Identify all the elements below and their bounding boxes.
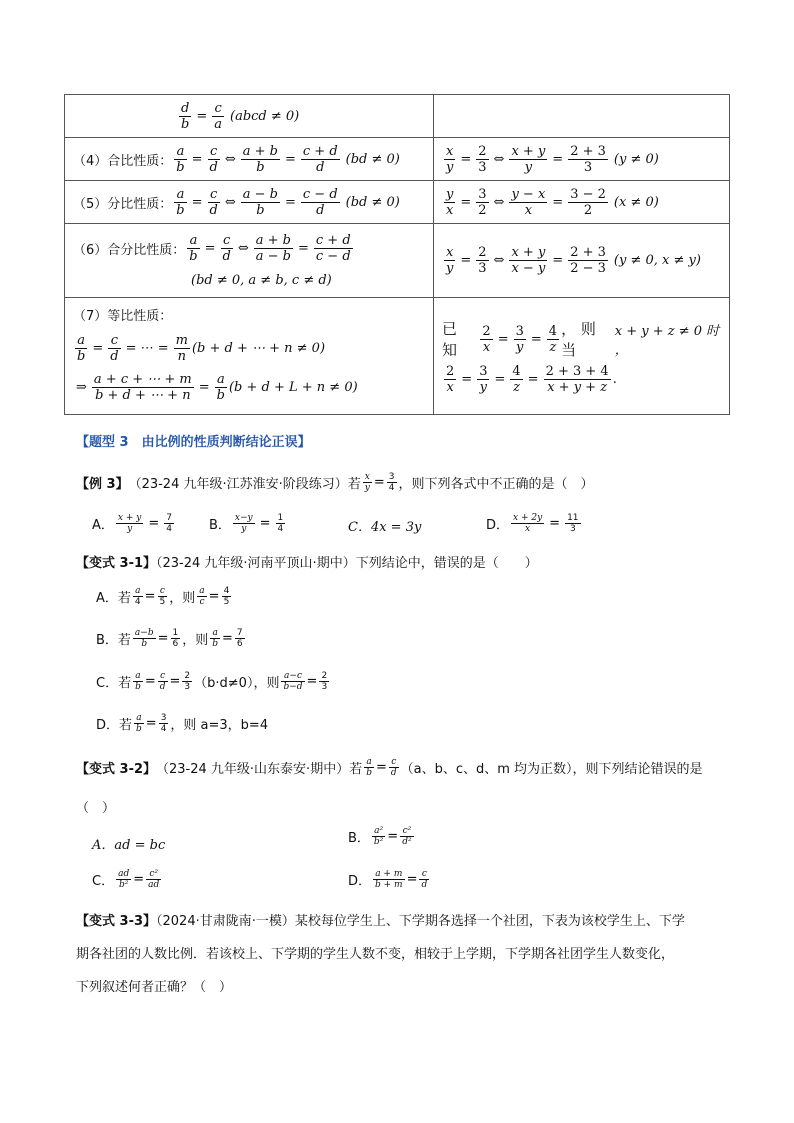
option-label: C．	[92, 874, 115, 889]
option-text: ，则	[169, 591, 196, 606]
option-text: （b·d≠0），则	[194, 676, 280, 691]
variant-3-1-question	[76, 552, 538, 571]
option-label: B．	[348, 831, 370, 846]
table-cell: （4）合比性质： $\frac{a}{b}$ = $\frac{c}{d}$ ⇔ $\frac{a + b}{b}$ = $\frac{c + d}{d}$ (bd ≠ 0)	[65, 138, 434, 181]
option-label: C．4x = 3y	[348, 520, 422, 535]
option-label: B．若	[96, 633, 131, 648]
question-tag: 【例 3】	[76, 477, 129, 492]
table-cell	[434, 95, 730, 138]
question-text: 期各社团的人数比例．若该校上、下学期的学生人数不变，相较于上学期，下学期各社团学生人数变化，	[76, 947, 675, 962]
option-label: C．若	[96, 676, 132, 691]
option-c: C．若 $\frac{a}{b}$ = $\frac{c}{d}$ = $\frac{2}{3}$ （b·d≠0），则 $\frac{a-c}{b-d}$ = $\frac{2}{3}$	[96, 671, 328, 692]
option-label: B．	[209, 518, 231, 533]
question-text: （23-24 九年级·江苏淮安·阶段练习）若	[128, 477, 361, 492]
option-d: D．若 $\frac{a}{b}$ = $\frac{3}{4}$ ，则 a=3，b=4	[96, 713, 269, 734]
table-cell: （7）等比性质： $\frac{a}{b}$ = $\frac{c}{d}$ = ⋯ = $\frac{m}{n}$ (b + d + ⋯ + n ≠ 0) ⇒ $\frac{a + c + \cdots + m}{b + d + \cdots + n}$ = $\frac{a}{b}$ (b + d + L + n ≠ 0)	[65, 298, 434, 415]
condition-text: (b + d + ⋯ + n ≠ 0)	[191, 340, 326, 356]
question-text: （a、b、c、d、m 均为正数），则下列结论错误的是	[400, 762, 703, 777]
condition-text: (b + d + L + n ≠ 0)	[228, 379, 358, 395]
option-a	[92, 834, 165, 853]
option-label: D．若	[96, 718, 133, 733]
condition-text: (bd ≠ 0)	[345, 151, 400, 167]
property-label: （6）合分比性质：	[73, 243, 186, 258]
section-heading: 【题型 3 由比例的性质判断结论正误】	[76, 435, 311, 450]
table-row	[65, 138, 730, 181]
answer-paren: （ ）	[76, 801, 116, 816]
example-3-question: 【例 3】 （23-24 九年级·江苏淮安·阶段练习）若 $\frac{x}{y}$ = $\frac{3}{4}$ ，则下列各式中不正确的是（ ）	[76, 472, 594, 493]
option-label: D．	[486, 518, 510, 533]
question-text: 下列叙述何者正确？（ ）	[76, 980, 233, 995]
condition-text: (x ≠ 0)	[613, 194, 659, 210]
option-text: ，则 a=3，b=4	[170, 718, 269, 733]
table-cell: （6）合分比性质： $\frac{a}{b}$ = $\frac{c}{d}$ ⇔ $\frac{a + b}{a - b}$ = $\frac{c + d}{c - d}$ (bd ≠ 0, a ≠ b, c ≠ d)	[65, 224, 434, 298]
variant-3-3-question	[76, 910, 685, 929]
question-text: （2024·甘肃陇南·一模）某校每位学生上、下学期各选择一个社团，下表为该校学生上、下学	[156, 914, 685, 929]
table-row	[65, 181, 730, 224]
option-a: A． $\frac{x + y}{y}$ = $\frac{7}{4}$	[92, 513, 172, 534]
option-text: ，则	[182, 633, 209, 648]
condition-text: (abcd ≠ 0)	[230, 108, 300, 124]
option-b: B． $\frac{x-y}{y}$ = $\frac{1}{4}$	[209, 513, 284, 534]
condition-text: (y ≠ 0)	[613, 151, 659, 167]
option-b: B． $\frac{\text{a²}}{\text{b²}}$ = $\frac{\text{c²}}{\text{d²}}$	[348, 826, 412, 847]
property-label: （7）等比性质：	[73, 309, 173, 324]
proportion-properties-table	[64, 94, 730, 415]
condition-text: (y ≠ 0, x ≠ y)	[613, 253, 701, 268]
option-label: A．ad = bc	[92, 838, 166, 853]
question-text: （23-24 九年级·河南平顶山·期中）下列结论中，错误的是（ ）	[156, 556, 538, 571]
property-label: （5）分比性质：	[73, 196, 173, 212]
table-cell: $\frac{x}{y}$ = $\frac{2}{3}$ ⇔ $\frac{x + y}{y}$ = $\frac{2 + 3}{3}$ (y ≠ 0)	[434, 138, 730, 181]
question-tag: 【变式 3-2】	[76, 762, 157, 777]
option-d: D． $\frac{a + m}{b + m}$ = $\frac{c}{d}$	[348, 869, 428, 890]
cell-text: ， 则 当	[561, 320, 596, 359]
question-tag: 【变式 3-3】	[76, 914, 157, 929]
table-cell: $\frac{y}{x}$ = $\frac{3}{2}$ ⇔ $\frac{y - x}{x}$ = $\frac{3 - 2}{2}$ (x ≠ 0)	[434, 181, 730, 224]
option-b: B．若 $\frac{a-b}{b}$ = $\frac{1}{6}$ ，则 $\frac{a}{b}$ = $\frac{7}{6}$	[96, 628, 243, 649]
table-row	[65, 224, 730, 298]
table-cell: $\frac{x}{y}$ = $\frac{2}{3}$ ⇔ $\frac{x + y}{x - y}$ = $\frac{2 + 3}{2 - 3}$ (y ≠ 0, x ≠ y)	[434, 224, 730, 298]
option-c	[348, 516, 421, 535]
question-tag: 【变式 3-1】	[76, 556, 157, 571]
option-a: A．若 $\frac{a}{4}$ = $\frac{c}{5}$ ，则 $\frac{a}{c}$ = $\frac{4}{5}$	[96, 586, 230, 607]
question-text: ，则下列各式中不正确的是（ ）	[398, 477, 594, 492]
option-c: C． $\frac{ad}{\text{b²}}$ = $\frac{\text{c²}}{ad}$	[92, 869, 160, 890]
condition-text: x + y + z ≠ 0 时 ，	[614, 324, 720, 358]
cell-text: 已 知	[442, 320, 458, 359]
table-row	[65, 95, 730, 138]
option-d: D． $\frac{x + 2y}{x}$ = $\frac{11}{3}$	[486, 513, 579, 534]
option-label: D．	[348, 874, 372, 889]
question-text: （23-24 九年级·山东泰安·期中）若	[156, 762, 363, 777]
option-label: A．	[92, 518, 114, 533]
table-cell: 已 知 $\frac{2}{x}$ = $\frac{3}{y}$ = $\frac{4}{z}$ ， 则 当 x + y + z ≠ 0 时 ， $\frac{2}{x}$ = $\frac{3}{y}$ = $\frac{4}{z}$ = $\frac{2 + 3 + 4}{x + y + z}$ .	[434, 298, 730, 415]
table-cell: （5）分比性质： $\frac{a}{b}$ = $\frac{c}{d}$ ⇔ $\frac{a - b}{b}$ = $\frac{c - d}{d}$ (bd ≠ 0)	[65, 181, 434, 224]
table-cell: $\frac{d}{b}$ = $\frac{c}{a}$ (abcd ≠ 0)	[65, 95, 434, 138]
condition-text: (bd ≠ 0)	[345, 194, 400, 210]
property-label: （4）合比性质：	[73, 153, 173, 169]
variant-3-2-question: 【变式 3-2】 （23-24 九年级·山东泰安·期中）若 $\frac{a}{b}$ = $\frac{c}{d}$ （a、b、c、d、m 均为正数），则下列结论错误的是	[76, 757, 703, 778]
table-row	[65, 298, 730, 415]
condition-text: (bd ≠ 0, a ≠ b, c ≠ d)	[191, 272, 332, 288]
option-label: A．若	[96, 591, 131, 606]
